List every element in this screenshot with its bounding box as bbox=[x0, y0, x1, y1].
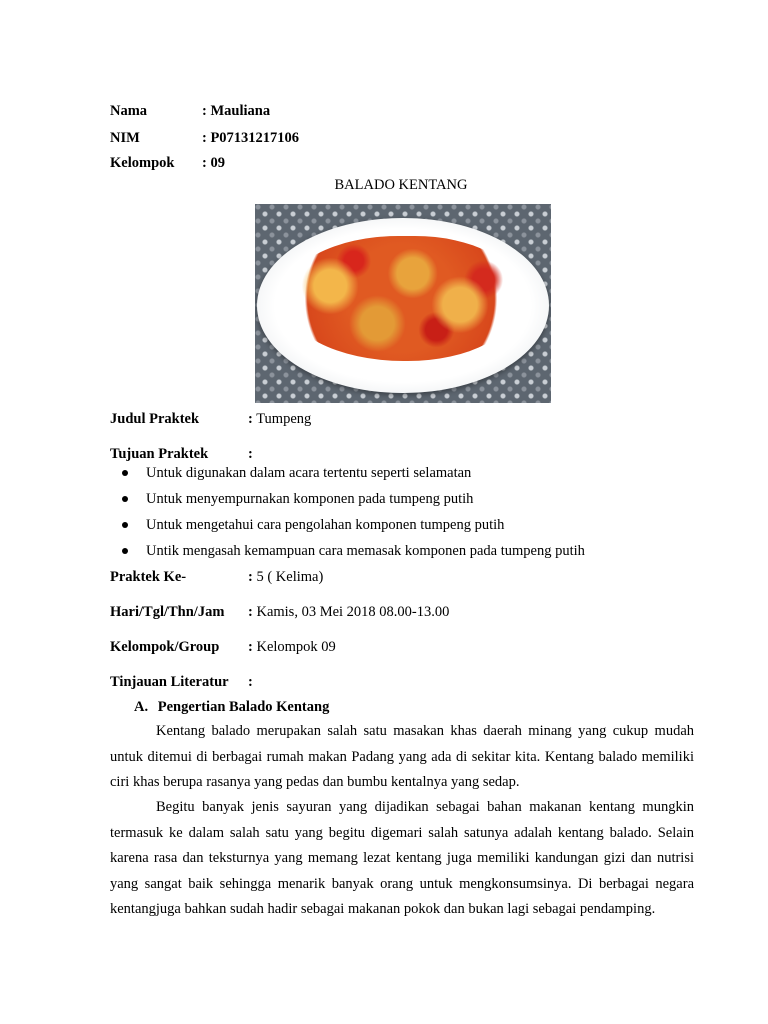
hari-colon: : bbox=[248, 604, 253, 620]
section-a-heading bbox=[134, 697, 329, 717]
kelompok-group-label: Kelompok/Group bbox=[110, 639, 220, 655]
balado-kentang-photo bbox=[255, 204, 551, 403]
hari-value: Kamis, 03 Mei 2018 08.00-13.00 bbox=[252, 604, 450, 620]
list-item: Untuk menyempurnakan komponen pada tumpeng putih bbox=[120, 489, 585, 515]
bullet-icon bbox=[122, 496, 128, 502]
section-a-marker: A. bbox=[134, 699, 149, 715]
nama-label: Nama bbox=[110, 103, 148, 119]
tinjauan-colon: : bbox=[248, 674, 253, 690]
nim-label: NIM bbox=[110, 130, 140, 146]
list-item: Untuk digunakan dalam acara tertentu seperti selamatan bbox=[120, 463, 585, 489]
hari-label: Hari/Tgl/Thn/Jam bbox=[110, 604, 225, 620]
tinjauan-label: Tinjauan Literatur bbox=[110, 674, 229, 690]
nim-value: : P07131217106 bbox=[202, 130, 300, 146]
food-image bbox=[283, 236, 519, 361]
paragraph-1: Kentang balado merupakan salah satu masakan khas daerah minang yang cukup mudah untuk ditemui di berbagai rumah makan Padang yang ada di sekitar kita. Kentang balado memiliki ciri khas berupa rasanya yang pedas dan bumbu kentalnya yang sedap. bbox=[110, 723, 694, 790]
judul-praktek-label: Judul Praktek bbox=[110, 411, 200, 427]
kelompok-value: : 09 bbox=[202, 155, 225, 171]
document-title: BALADO KENTANG bbox=[334, 177, 468, 193]
nama-value: : Mauliana bbox=[202, 103, 271, 119]
tujuan-praktek-colon: : bbox=[248, 446, 253, 462]
praktek-ke-value: 5 ( Kelima) bbox=[252, 569, 324, 585]
section-a-title: Pengertian Balado Kentang bbox=[157, 699, 330, 715]
tujuan-list bbox=[120, 463, 585, 567]
praktek-ke-colon: : bbox=[248, 569, 253, 585]
paragraph-2: Begitu banyak jenis sayuran yang dijadikan sebagai bahan makanan kentang mungkin termasuk ke dalam salah satu yang begitu digemari salah satunya adalah kentang balado. Selain karena rasa dan teksturnya yang memang lezat kentang juga memiliki kandungan gizi dan nutrisi yang sangat baik sehingga menarik banyak orang untuk mengkonsumsinya. Di berbagai negara kentangjuga bahkan sudah hadir sebagai makanan pokok dan bukan lagi sebagai pendamping. bbox=[110, 799, 694, 917]
list-item: Untuk mengetahui cara pengolahan komponen tumpeng putih bbox=[120, 515, 585, 541]
bullet-icon bbox=[122, 522, 128, 528]
tujuan-praktek-label: Tujuan Praktek bbox=[110, 446, 209, 462]
praktek-ke-label: Praktek Ke- bbox=[110, 569, 187, 585]
kelompok-group-value: Kelompok 09 bbox=[252, 639, 336, 655]
bullet-icon bbox=[122, 548, 128, 554]
bullet-icon bbox=[122, 470, 128, 476]
judul-praktek-value: Tumpeng bbox=[252, 411, 312, 427]
judul-praktek-colon: : bbox=[248, 411, 253, 427]
kelompok-label: Kelompok bbox=[110, 155, 175, 171]
list-item: Untik mengasah kemampuan cara memasak komponen pada tumpeng putih bbox=[120, 541, 585, 567]
kelompok-group-colon: : bbox=[248, 639, 253, 655]
